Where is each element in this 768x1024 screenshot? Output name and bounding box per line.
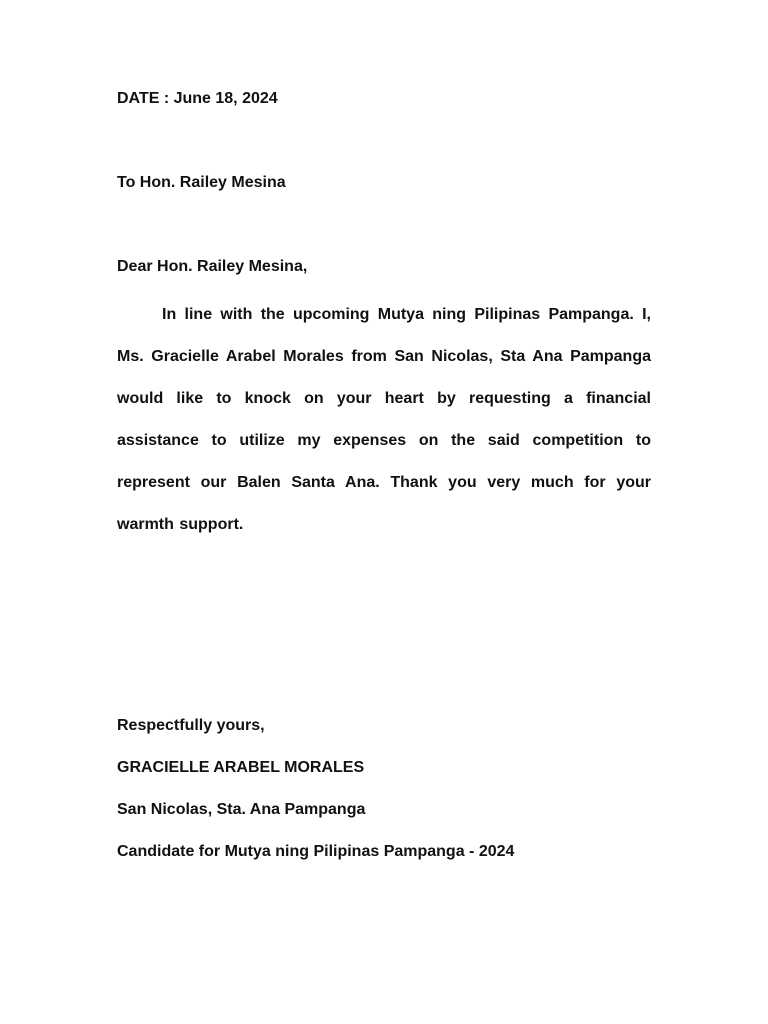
salutation: Dear Hon. Railey Mesina, (117, 258, 308, 275)
sender-title: Candidate for Mutya ning Pilipinas Pampanga - 2024 (117, 843, 515, 860)
closing: Respectfully yours, (117, 717, 265, 734)
sender-address: San Nicolas, Sta. Ana Pampanga (117, 801, 366, 818)
date-line: DATE : June 18, 2024 (117, 90, 278, 107)
sender-name: GRACIELLE ARABEL MORALES (117, 759, 365, 776)
recipient-line: To Hon. Railey Mesina (117, 174, 286, 191)
letter-body: In line with the upcoming Mutya ning Pilipinas Pampanga. I, Ms. Gracielle Arabel Morales from San Nicolas, Sta Ana Pampanga would like to knock on your heart by requesting a financial assistance to utilize my expenses on the said competition to represent our Balen Santa Ana. Thank you very much for your warmth support. (117, 306, 651, 533)
